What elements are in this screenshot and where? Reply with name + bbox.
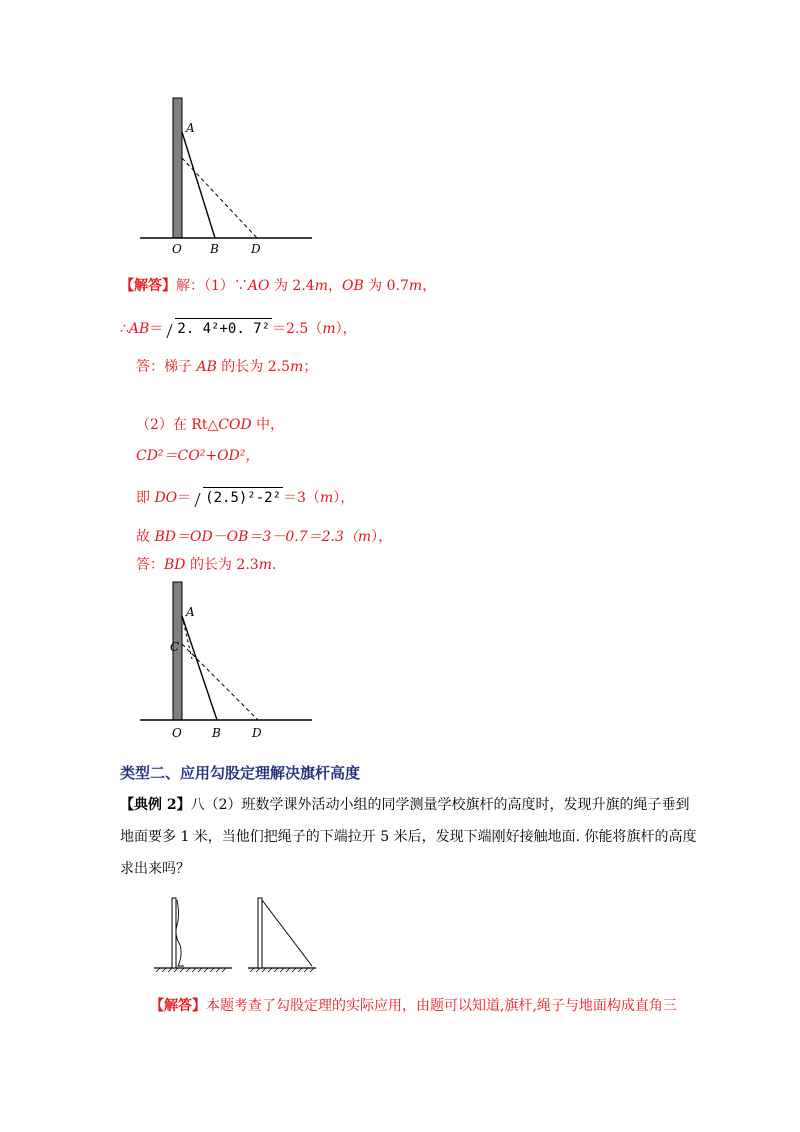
unit-m: m <box>258 557 272 573</box>
part1-line1 <box>120 276 436 296</box>
unit-m: m <box>290 359 304 375</box>
unit-m: m <box>319 490 334 506</box>
ladder-ab <box>182 132 215 238</box>
ladder-figure-2 <box>120 574 320 744</box>
ladder-a-dashed <box>182 616 192 659</box>
wall <box>173 98 182 238</box>
ladder-figure-1 <box>120 90 320 260</box>
answer-end: ； <box>303 359 318 375</box>
radicand-2: (2.5)²-2² <box>203 487 283 508</box>
gu-text: 故 <box>136 529 155 545</box>
ladder-cd-dashed <box>182 644 258 720</box>
label-b: B <box>212 726 221 740</box>
label-o: O <box>172 242 182 256</box>
rope-hanging <box>176 900 184 966</box>
answer-prefix: 答：梯子 <box>136 359 197 375</box>
part1-answer <box>136 357 317 377</box>
answer-end: . <box>271 557 277 573</box>
label-a: A <box>186 121 195 135</box>
part2-line3 <box>136 487 354 508</box>
unit-m: m <box>357 529 372 545</box>
example-label: 【典例 2】 <box>120 797 191 813</box>
example-text: 八（2）班数学课外活动小组的同学测量学校旗杆的高度时，发现升旗的绳子垂到地面要多 1 米，当他们把绳子的下端拉开 5 米后，发现下端刚好接触地面. 你能将旗杆的高度求出来吗？ <box>120 797 697 877</box>
part2-line4 <box>136 527 392 547</box>
sqrt-expression-1 <box>163 318 272 339</box>
var-ab: AB <box>196 359 217 375</box>
answer-label: 【解答】 <box>150 998 206 1014</box>
answer-line <box>150 996 677 1016</box>
answer-label: 【解答】 <box>120 278 176 294</box>
var-cod: COD <box>218 417 252 433</box>
result-end: ）， <box>333 490 355 506</box>
section-heading: 类型二、应用勾股定理解决旗杆高度 <box>120 764 361 782</box>
intro-text: 解：（1）∵ <box>176 278 248 294</box>
ji-text: 即 <box>136 490 155 506</box>
answer-mid: 的长为 2.5 <box>216 359 291 375</box>
rope-stretched <box>262 900 312 966</box>
bd-equation: BD＝OD－OB＝3－0.7＝2.3（ <box>154 529 358 545</box>
radicand-1: 2. 4²+0. 7² <box>175 318 272 339</box>
flagpole-left <box>172 898 176 968</box>
result-2: ＝3（ <box>283 490 320 506</box>
bd-end: ）， <box>371 529 393 545</box>
part2-line1 <box>136 415 284 435</box>
label-d: D <box>252 726 262 740</box>
intro-end: 中， <box>251 417 285 433</box>
result-end: ）， <box>335 321 357 337</box>
equals: ＝ <box>149 321 164 337</box>
var-ao: AO <box>247 278 270 294</box>
var-ob: OB <box>341 278 364 294</box>
ladder-ab <box>182 616 217 720</box>
ao-value: 为 2.4 <box>269 278 315 294</box>
sep: ， <box>327 278 342 294</box>
part1-line2 <box>120 318 357 339</box>
flagpole-right <box>258 898 262 968</box>
part2-answer <box>136 555 276 575</box>
flagpole-figure <box>150 890 320 980</box>
answer-prefix: 答： <box>136 557 164 573</box>
unit-m: m <box>314 278 328 294</box>
example-paragraph <box>120 789 700 885</box>
label-o: O <box>172 726 182 740</box>
answer-mid: 的长为 2.3 <box>185 557 259 573</box>
ob-value: 为 0.7 <box>363 278 409 294</box>
end-punct: ， <box>422 278 437 294</box>
label-a: A <box>186 605 195 619</box>
label-c: C <box>170 640 180 654</box>
therefore-symbol: ∴ <box>120 321 129 337</box>
label-b: B <box>210 242 219 256</box>
answer-text: 本题考查了勾股定理的实际应用，由题可以知道,旗杆,绳子与地面构成直角三 <box>206 998 677 1014</box>
label-d: D <box>251 242 261 256</box>
ladder-dashed <box>182 158 257 238</box>
result-1: ＝2.5（ <box>272 321 323 337</box>
sqrt-expression-2 <box>191 487 283 508</box>
unit-m: m <box>408 278 423 294</box>
var-bd: BD <box>164 557 186 573</box>
part2-line2 <box>136 446 259 466</box>
intro-text: （2）在 Rt△ <box>136 417 219 433</box>
equals: ＝ <box>177 490 192 506</box>
var-ab: AB <box>128 321 150 337</box>
var-do: DO <box>154 490 178 506</box>
pythagoras-equation: CD²＝CO²+OD²， <box>136 448 260 464</box>
unit-m: m <box>322 321 336 337</box>
